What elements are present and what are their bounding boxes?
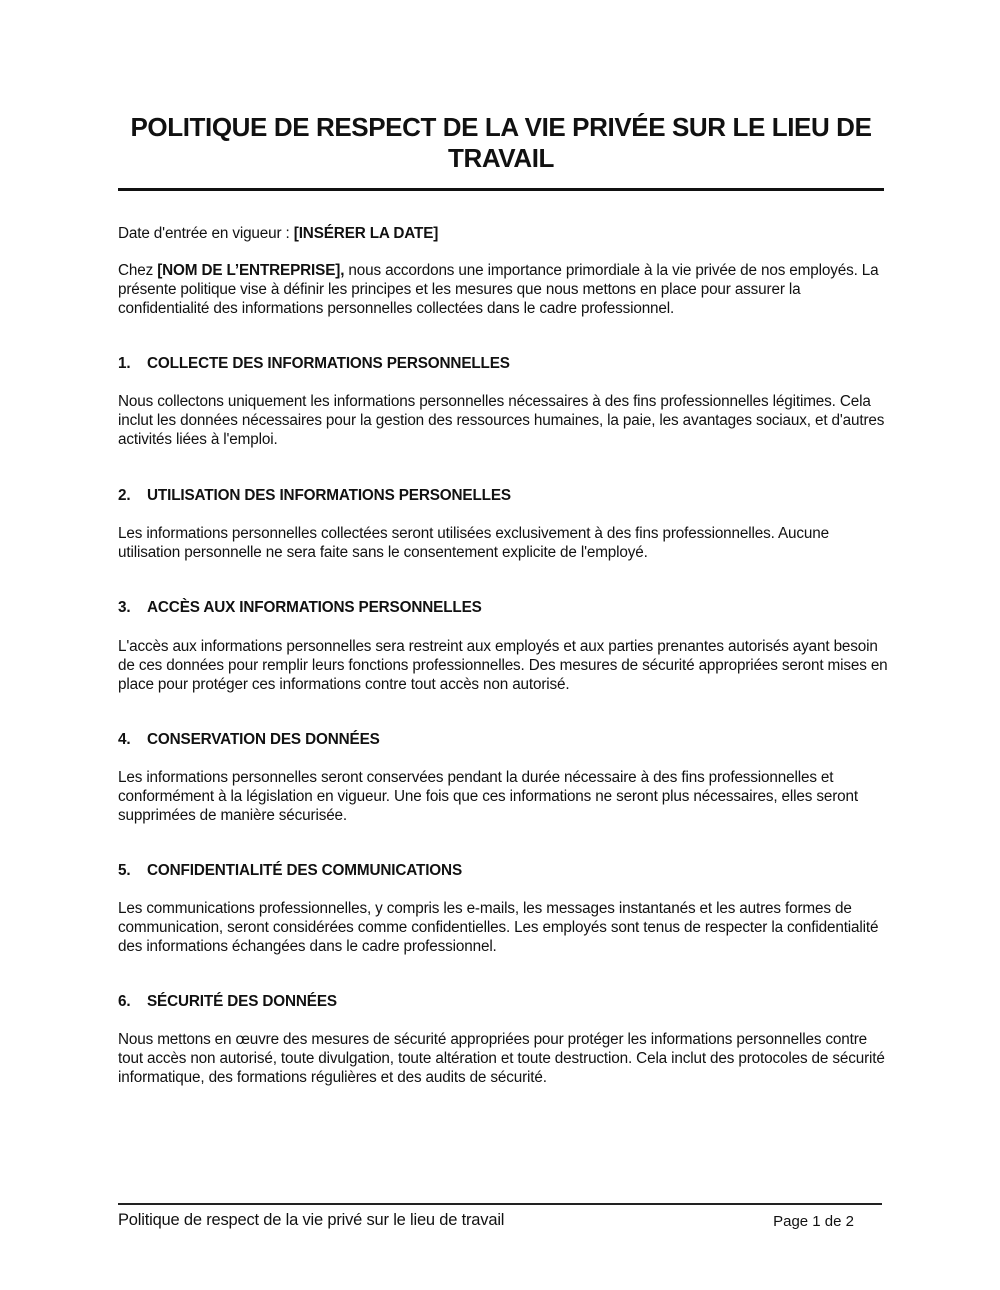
section-title: COLLECTE DES INFORMATIONS PERSONNELLES: [147, 355, 510, 372]
section-number: 4.: [118, 731, 131, 748]
company-name-placeholder: [NOM DE L’ENTREPRISE],: [157, 262, 345, 279]
title-divider: [118, 188, 884, 191]
intro-prefix: Chez: [118, 262, 158, 279]
section-body-4: Les informations personnelles seront conservées pendant la durée nécessaire à des fins professionnelles et conformément à la législation en vigueur. Une fois que ces informations ne seront plus nécessaires, elles seront supprimées de manière sécurisée.: [118, 769, 858, 824]
section-title: ACCÈS AUX INFORMATIONS PERSONNELLES: [147, 599, 482, 616]
document-title: POLITIQUE DE RESPECT DE LA VIE PRIVÉE SUR LE LIEU DE TRAVAIL: [130, 112, 872, 173]
section-body-6: Nous mettons en œuvre des mesures de sécurité appropriées pour protéger les informations personnelles contre tout accès non autorisé, toute divulgation, toute altération et toute destruction. Cela inclut des protocoles de sécurité informatique, des formations régulières et des audits de sécurité.: [118, 1031, 885, 1086]
effective-date-placeholder: [INSÉRER LA DATE]: [293, 225, 439, 242]
section-title: UTILISATION DES INFORMATIONS PERSONELLES: [147, 487, 511, 504]
effective-date-line: [118, 224, 888, 243]
section-number: 3.: [118, 599, 131, 616]
section-body-1: Nous collectons uniquement les informations personnelles nécessaires à des fins professionnelles légitimes. Cela inclut les données nécessaires pour la gestion des ressources humaines, la paie, les avantages sociaux, et d'autres activités liées à l'emploi.: [118, 393, 885, 448]
section-heading-3: [118, 598, 888, 617]
intro-paragraph: [118, 261, 888, 318]
effective-date-label: Date d'entrée en vigueur :: [118, 225, 294, 242]
intro-text: nous accordons une importance primordiale à la vie privée de nos employés. La présente politique vise à définir les principes et les mesures que nous mettons en place pour assurer la confidentialité des informations personnelles collectées dans le cadre professionnel.: [118, 262, 879, 317]
section-title: CONSERVATION DES DONNÉES: [147, 731, 380, 748]
footer-divider: [118, 1203, 882, 1205]
section-title: SÉCURITÉ DES DONNÉES: [147, 993, 337, 1010]
section-title: CONFIDENTIALITÉ DES COMMUNICATIONS: [147, 862, 462, 879]
section-heading-2: [118, 486, 888, 505]
footer-document-title: Politique de respect de la vie privé sur le lieu de travail: [118, 1211, 505, 1229]
section-heading-1: [118, 354, 888, 373]
section-body-2: Les informations personnelles collectées seront utilisées exclusivement à des fins professionnelles. Aucune utilisation personnelle ne sera faite sans le consentement explicite de l'employé.: [118, 525, 829, 561]
section-number: 5.: [118, 862, 131, 879]
section-heading-6: [118, 992, 888, 1011]
section-body-3: L'accès aux informations personnelles sera restreint aux employés et aux parties prenantes autorisés ayant besoin de ces données pour remplir leurs fonctions professionnelles. Des mesures de sécurité appropriées seront mises en place pour protéger ces informations contre tout accès non autorisé.: [118, 638, 888, 693]
section-body-5: Les communications professionnelles, y compris les e-mails, les messages instantanés et les autres formes de communication, seront considérées comme confidentielles. Les employés sont tenus de respecter la confidentialité des informations échangées dans le cadre professionnel.: [118, 900, 879, 955]
section-number: 6.: [118, 993, 131, 1010]
section-number: 2.: [118, 487, 131, 504]
page-number: Page 1 de 2: [773, 1213, 854, 1230]
section-heading-5: [118, 861, 888, 880]
section-number: 1.: [118, 355, 131, 372]
section-heading-4: [118, 730, 888, 749]
